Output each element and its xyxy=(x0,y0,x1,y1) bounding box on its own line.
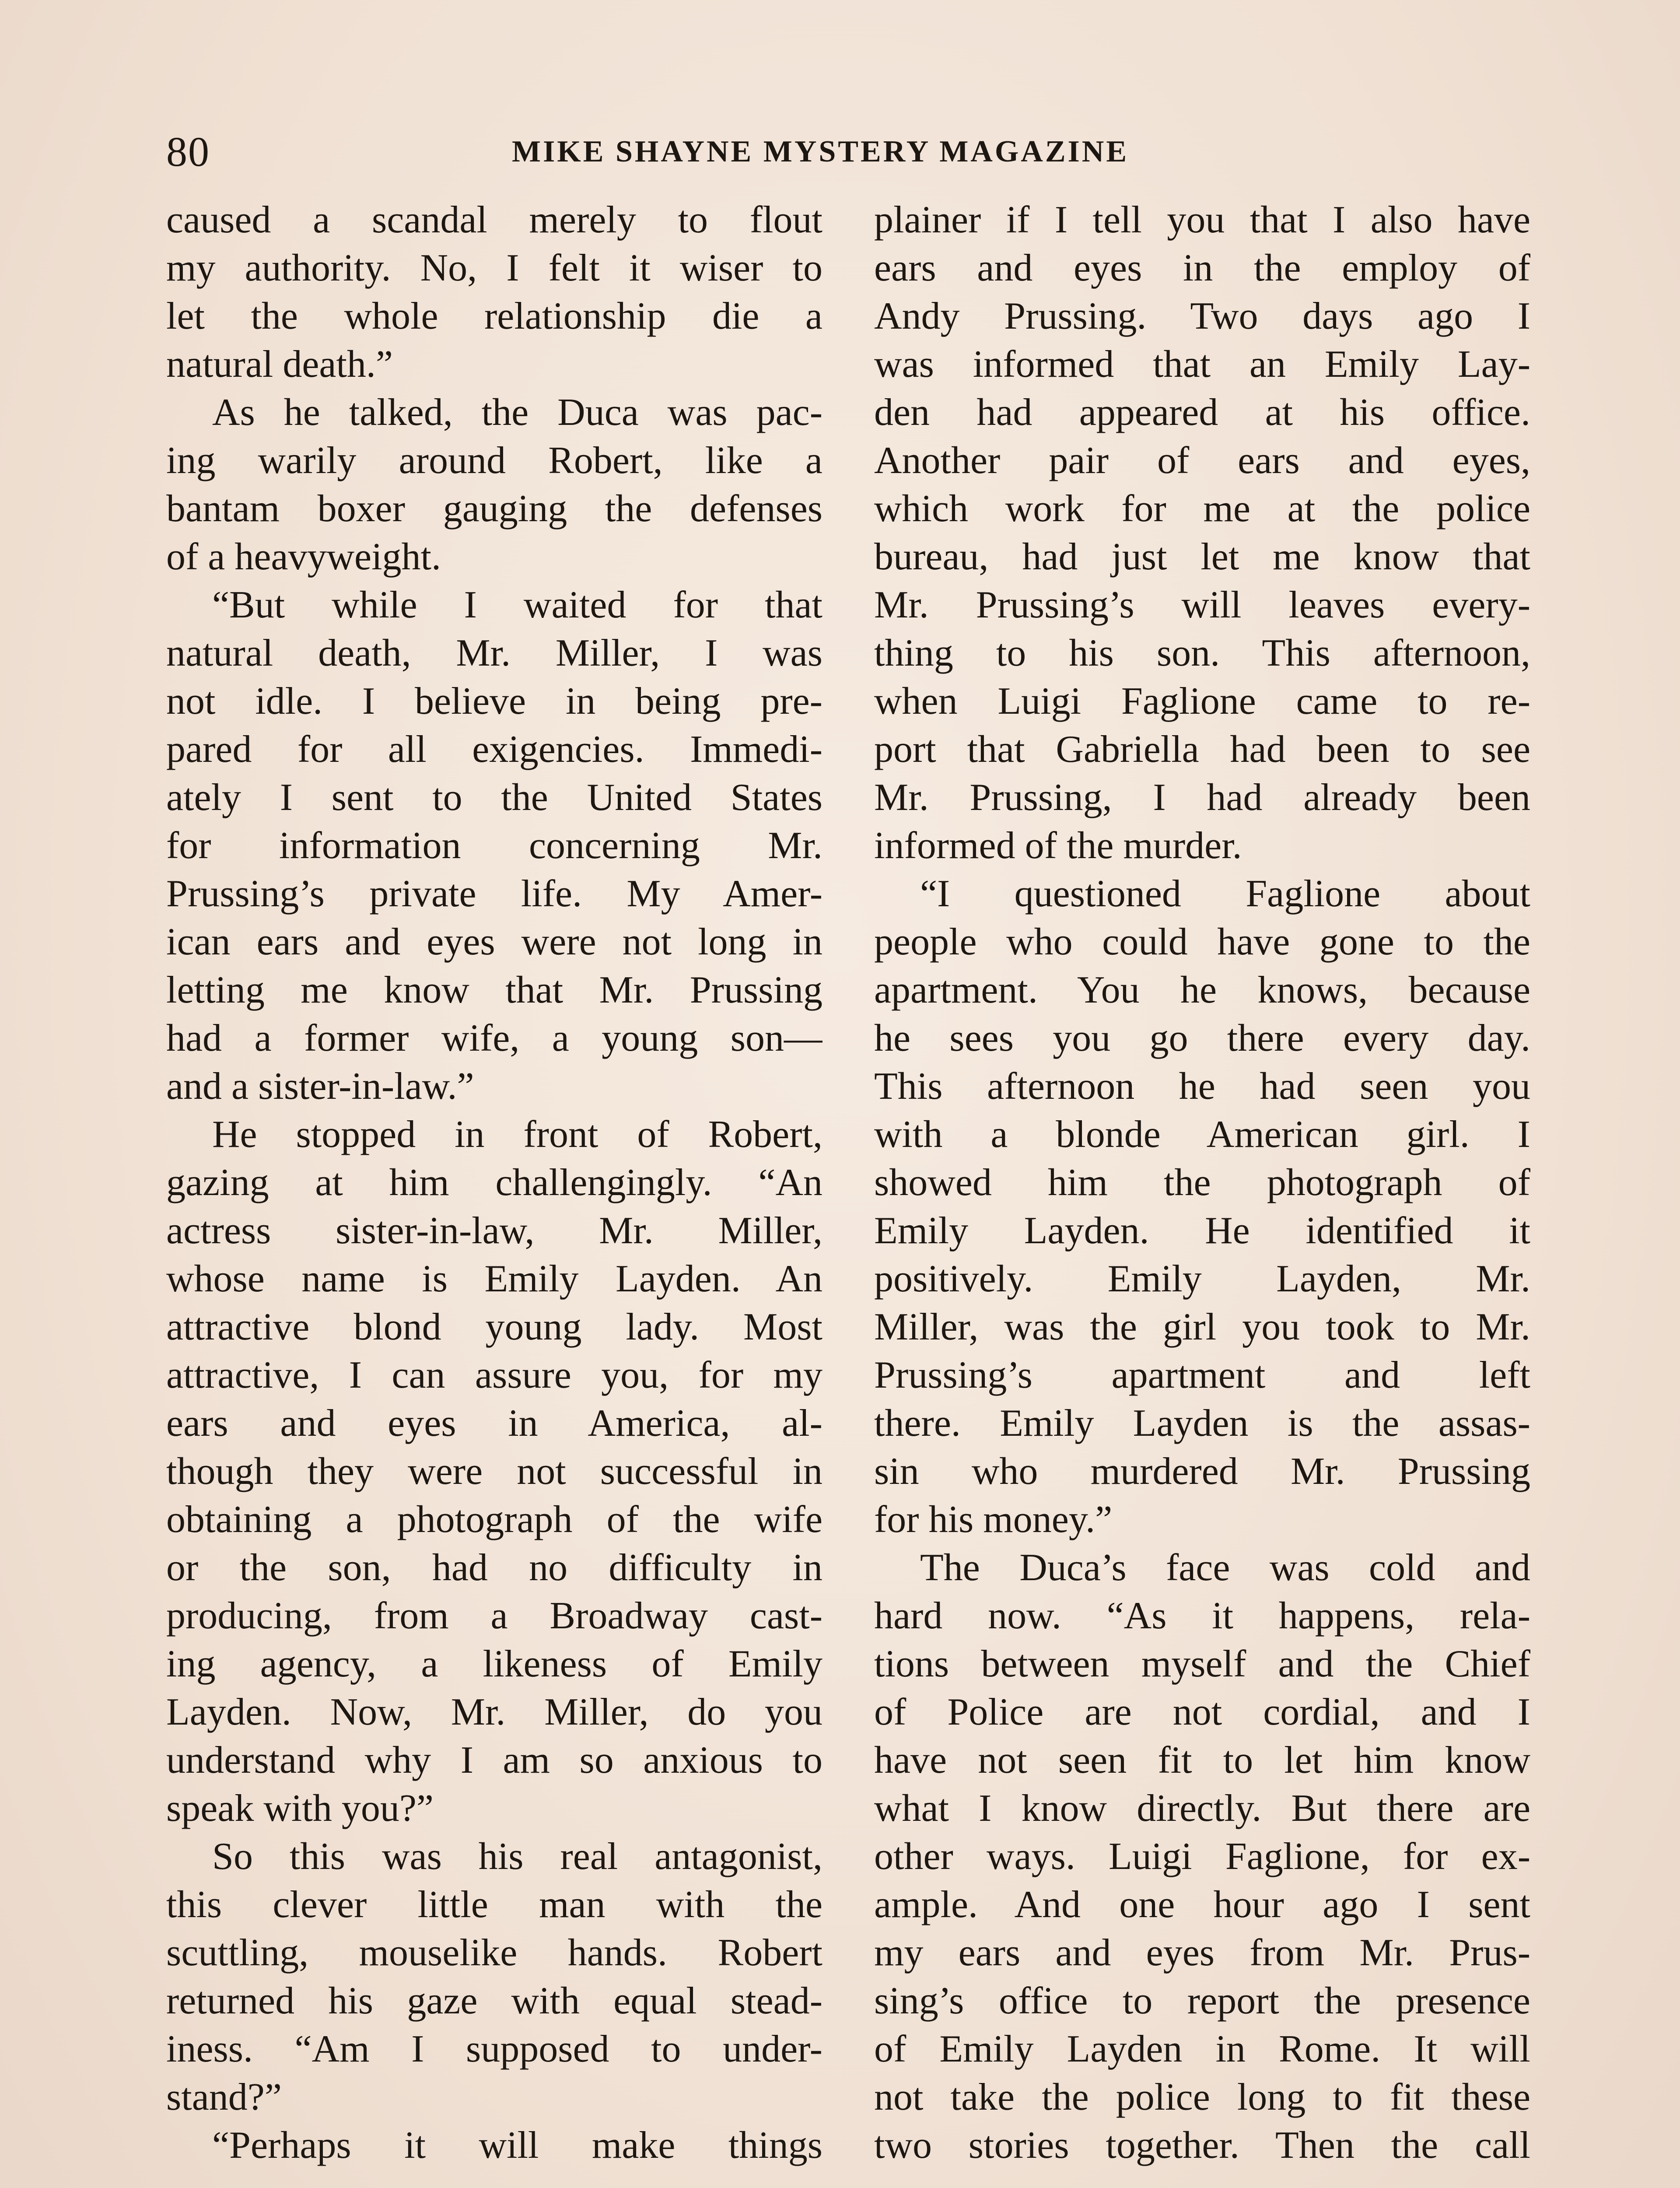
text-line: my ears and eyes from Mr. Prus- xyxy=(874,1932,1530,1974)
text-line: informed of the murder. xyxy=(874,824,1242,867)
text-line: ing agency, a likeness of Emily xyxy=(166,1643,822,1685)
text-line: sin who murdered Mr. Prussing xyxy=(874,1450,1530,1493)
text-line: ears and eyes in America, al- xyxy=(166,1402,822,1445)
text-line: with a blonde American girl. I xyxy=(874,1113,1530,1156)
text-line: and a sister-in-law.” xyxy=(166,1065,474,1108)
page-header xyxy=(166,123,1164,180)
text-line: stand?” xyxy=(166,2076,282,2118)
text-line: attractive, I can assure you, for my xyxy=(166,1354,822,1396)
text-line: natural death.” xyxy=(166,343,393,386)
text-line: So this was his real antagonist, xyxy=(212,1835,822,1878)
text-line: positively. Emily Layden, Mr. xyxy=(874,1258,1530,1300)
text-line: have not seen fit to let him know xyxy=(874,1739,1530,1781)
text-line: natural death, Mr. Miller, I was xyxy=(166,632,822,674)
text-line: port that Gabriella had been to see xyxy=(874,728,1530,771)
text-line: of a heavyweight. xyxy=(166,536,441,578)
text-line: As he talked, the Duca was pac- xyxy=(212,391,822,434)
text-line: letting me know that Mr. Prussing xyxy=(166,969,822,1011)
text-line: understand why I am so anxious to xyxy=(166,1739,822,1781)
text-line: was informed that an Emily Lay- xyxy=(874,343,1530,386)
text-line: pared for all exigencies. Immedi- xyxy=(166,728,822,771)
text-line: actress sister-in-law, Mr. Miller, xyxy=(166,1210,822,1252)
text-line: Mr. Prussing’s will leaves every- xyxy=(874,584,1530,626)
text-line: Prussing’s private life. My Amer- xyxy=(166,873,822,915)
text-line: when Luigi Faglione came to re- xyxy=(874,680,1530,722)
text-line: whose name is Emily Layden. An xyxy=(166,1258,822,1300)
text-line: speak with you?” xyxy=(166,1787,434,1830)
text-line: apartment. You he knows, because xyxy=(874,969,1530,1011)
text-line: Prussing’s apartment and left xyxy=(874,1354,1530,1396)
text-column-left xyxy=(166,196,822,2188)
text-line: obtaining a photograph of the wife xyxy=(166,1498,822,1541)
text-line: hard now. “As it happens, rela- xyxy=(874,1595,1530,1637)
text-line: iness. “Am I supposed to under- xyxy=(166,2028,822,2070)
text-line: Another pair of ears and eyes, xyxy=(874,439,1530,482)
text-column-right xyxy=(874,196,1530,2188)
text-line: ing warily around Robert, like a xyxy=(166,439,822,482)
text-line: ately I sent to the United States xyxy=(166,776,822,819)
text-line: he sees you go there every day. xyxy=(874,1017,1530,1059)
running-head: MIKE SHAYNE MYSTERY MAGAZINE xyxy=(512,135,1129,168)
text-line: other ways. Luigi Faglione, for ex- xyxy=(874,1835,1530,1878)
text-line: two stories together. Then the call xyxy=(874,2124,1530,2167)
text-line: gazing at him challengingly. “An xyxy=(166,1161,822,1204)
text-line: He stopped in front of Robert, xyxy=(212,1113,822,1156)
text-line: Layden. Now, Mr. Miller, do you xyxy=(166,1691,822,1733)
text-line: returned his gaze with equal stead- xyxy=(166,1980,822,2022)
text-line: plainer if I tell you that I also have xyxy=(874,199,1530,241)
text-line: This afternoon he had seen you xyxy=(874,1065,1530,1108)
text-line: had a former wife, a young son— xyxy=(166,1017,822,1059)
text-line: showed him the photograph of xyxy=(874,1161,1530,1204)
text-line: of Emily Layden in Rome. It will xyxy=(874,2028,1530,2070)
text-line: this clever little man with the xyxy=(166,1883,822,1926)
text-line: bureau, had just let me know that xyxy=(874,536,1530,578)
text-line: ample. And one hour ago I sent xyxy=(874,1883,1530,1926)
text-line: “Perhaps it will make things xyxy=(212,2124,822,2167)
text-line: for information concerning Mr. xyxy=(166,824,822,867)
text-line: “But while I waited for that xyxy=(212,584,822,626)
text-line: Mr. Prussing, I had already been xyxy=(874,776,1530,819)
text-line: people who could have gone to the xyxy=(874,921,1530,963)
text-line: or the son, had no difficulty in xyxy=(166,1546,822,1589)
text-line: tions between myself and the Chief xyxy=(874,1643,1530,1685)
text-line: there. Emily Layden is the assas- xyxy=(874,1402,1530,1445)
text-line: which work for me at the police xyxy=(874,487,1530,530)
text-line: my authority. No, I felt it wiser to xyxy=(166,247,822,289)
text-line: Andy Prussing. Two days ago I xyxy=(874,295,1530,337)
text-line: den had appeared at his office. xyxy=(874,391,1530,434)
text-line: ican ears and eyes were not long in xyxy=(166,921,822,963)
text-line: what I know directly. But there are xyxy=(874,1787,1530,1830)
text-line: sing’s office to report the presence xyxy=(874,1980,1530,2022)
text-line: The Duca’s face was cold and xyxy=(920,1546,1530,1589)
text-line: scuttling, mouselike hands. Robert xyxy=(166,1932,822,1974)
text-line: attractive blond young lady. Most xyxy=(166,1306,822,1348)
text-line: for his money.” xyxy=(874,1498,1113,1541)
text-line: thing to his son. This afternoon, xyxy=(874,632,1530,674)
text-line: not idle. I believe in being pre- xyxy=(166,680,822,722)
text-line: ears and eyes in the employ of xyxy=(874,247,1530,289)
text-line: of Police are not cordial, and I xyxy=(874,1691,1530,1733)
text-line: bantam boxer gauging the defenses xyxy=(166,487,822,530)
text-line: not take the police long to fit these xyxy=(874,2076,1530,2118)
text-line: let the whole relationship die a xyxy=(166,295,822,337)
text-line: though they were not successful in xyxy=(166,1450,822,1493)
text-line: caused a scandal merely to flout xyxy=(166,199,822,241)
text-line: Emily Layden. He identified it xyxy=(874,1210,1530,1252)
text-line: “I questioned Faglione about xyxy=(920,873,1530,915)
page-number: 80 xyxy=(166,128,210,175)
text-line: Miller, was the girl you took to Mr. xyxy=(874,1306,1530,1348)
text-line: producing, from a Broadway cast- xyxy=(166,1595,822,1637)
